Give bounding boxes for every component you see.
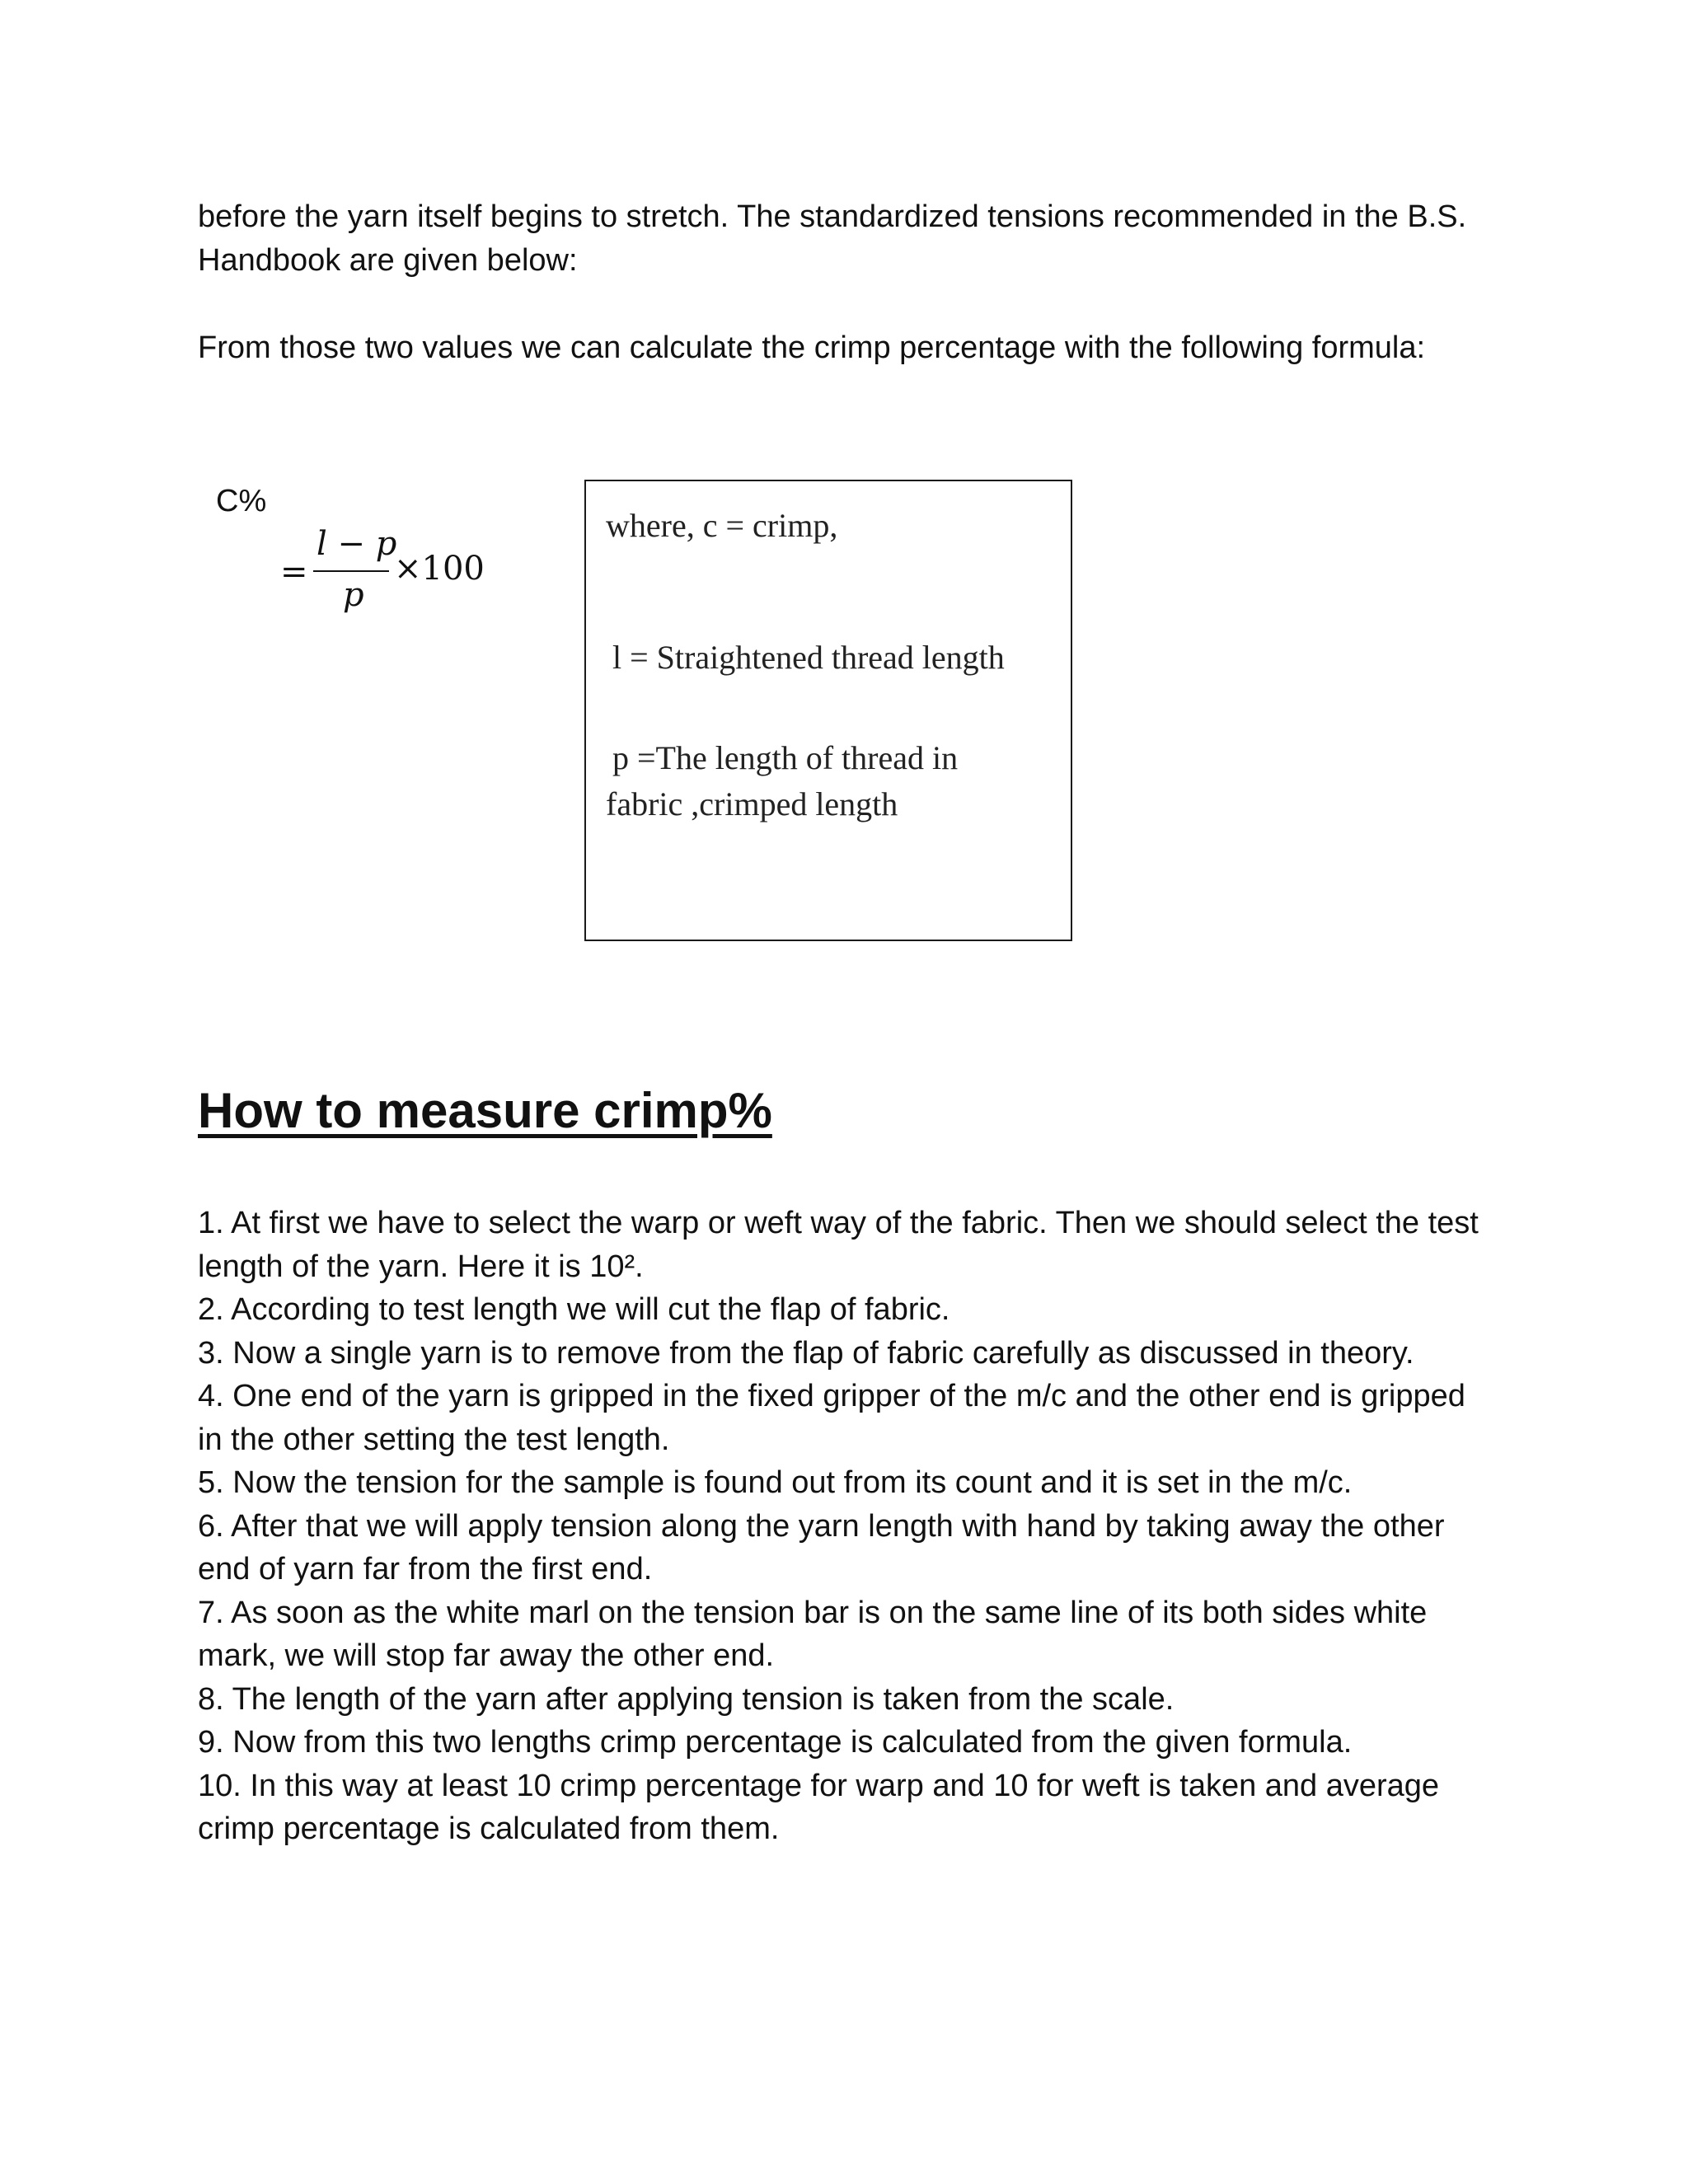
definition-straightened-length: l = Straightened thread length [612, 639, 1005, 676]
procedure-step: 8. The length of the yarn after applying tension is taken from the scale. [198, 1681, 1175, 1717]
definition-crimped-length-line-1: p =The length of thread in [612, 739, 959, 776]
procedure-step: 6. After that we will apply tension along the yarn length with hand by taking away the other end of yarn far from the first end. [198, 1508, 1445, 1586]
definition-crimp: where, c = crimp, [606, 507, 838, 544]
formula-numerator: l − p [316, 525, 397, 563]
formula-fraction-bar [313, 570, 389, 572]
procedure-step: 10. In this way at least 10 crimp percentage for warp and 10 for weft is taken and average crimp percentage is calculated from them. [198, 1768, 1440, 1846]
procedure-steps-list [198, 1202, 1484, 1851]
variable-definitions-box [584, 480, 1072, 941]
procedure-step: 1. At first we have to select the warp or weft way of the fabric. Then we should select the test length of the yarn. Here it is 10². [198, 1206, 1479, 1284]
procedure-step: 5. Now the tension for the sample is found out from its count and it is set in the m/c. [198, 1465, 1353, 1500]
definition-crimped-length-line-2: fabric ,crimped length [606, 785, 898, 823]
section-heading: How to measure crimp% [198, 1083, 772, 1138]
procedure-step: 3. Now a single yarn is to remove from the flap of fabric carefully as discussed in theory. [198, 1335, 1414, 1371]
formula-intro-paragraph: From those two values we can calculate the crimp percentage with the following formula: [198, 330, 1426, 365]
procedure-step: 4. One end of the yarn is gripped in the fixed gripper of the m/c and the other end is gripped in the other setting the test length. [198, 1379, 1465, 1457]
procedure-step: 9. Now from this two lengths crimp percentage is calculated from the given formula. [198, 1725, 1353, 1760]
procedure-step: 7. As soon as the white marl on the tension bar is on the same line of its both sides white mark, we will stop far away the other end. [198, 1595, 1428, 1673]
crimp-formula [280, 524, 495, 631]
formula-label: C% [216, 484, 267, 518]
intro-paragraph: before the yarn itself begins to stretch. The standardized tensions recommended in the B.S. Handbook are given below: [198, 199, 1467, 278]
formula-equals: = [280, 553, 308, 591]
procedure-step: 2. According to test length we will cut the flap of fabric. [198, 1292, 950, 1327]
formula-multiplier: ×100 [394, 550, 485, 588]
formula-denominator: p [343, 576, 364, 614]
